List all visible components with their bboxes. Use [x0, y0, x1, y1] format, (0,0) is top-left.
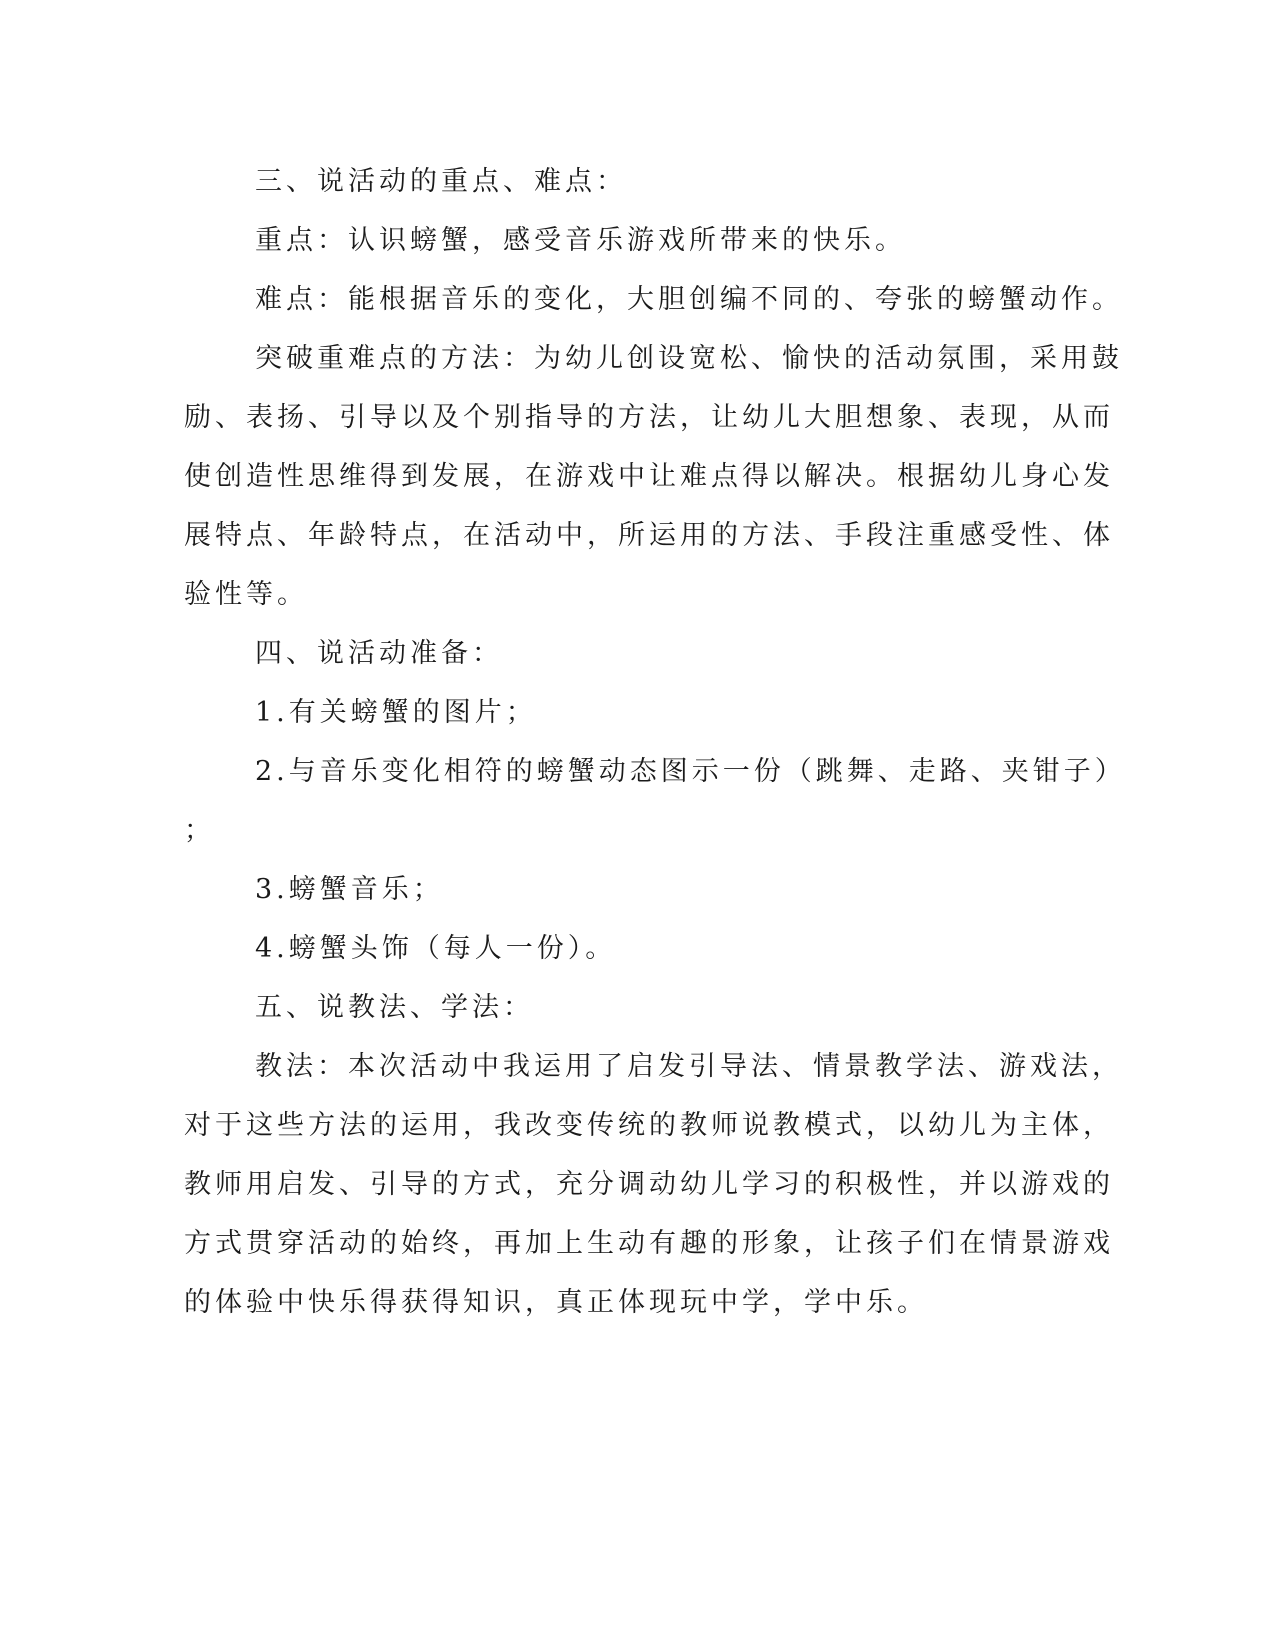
list-item-1: 1.有关螃蟹的图片； — [255, 697, 537, 728]
section-heading-teaching-methods: 五、说教法、学法： — [255, 992, 534, 1023]
section-heading-preparation: 四、说活动准备： — [255, 638, 503, 669]
paragraph-teaching-line-4: 方式贯穿活动的始终，再加上生动有趣的形象，让孩子们在情景游戏 — [184, 1228, 1114, 1259]
section-heading-key-points: 三、说活动的重点、难点： — [255, 166, 627, 197]
paragraph-key-point: 重点：认识螃蟹，感受音乐游戏所带来的快乐。 — [255, 225, 906, 256]
list-item-2: 2.与音乐变化相符的螃蟹动态图示一份（跳舞、走路、夹钳子） — [255, 756, 1126, 787]
paragraph-difficulty: 难点：能根据音乐的变化，大胆创编不同的、夸张的螃蟹动作。 — [255, 284, 1123, 315]
paragraph-method-line-3: 使创造性思维得到发展，在游戏中让难点得以解决。根据幼儿身心发 — [184, 461, 1114, 492]
paragraph-teaching-line-5: 的体验中快乐得获得知识，真正体现玩中学，学中乐。 — [184, 1287, 928, 1318]
paragraph-teaching-line-1: 教法：本次活动中我运用了启发引导法、情景教学法、游戏法， — [255, 1051, 1123, 1082]
list-item-3: 3.螃蟹音乐； — [255, 874, 444, 905]
paragraph-method-line-1: 突破重难点的方法：为幼儿创设宽松、愉快的活动氛围，采用鼓 — [255, 343, 1123, 374]
paragraph-method-line-2: 励、表扬、引导以及个别指导的方法，让幼儿大胆想象、表现，从而 — [184, 402, 1114, 433]
paragraph-teaching-line-2: 对于这些方法的运用，我改变传统的教师说教模式，以幼儿为主体， — [184, 1110, 1114, 1141]
paragraph-method-line-4: 展特点、年龄特点，在活动中，所运用的方法、手段注重感受性、体 — [184, 520, 1114, 551]
list-item-2-continuation: ； — [184, 815, 215, 846]
paragraph-teaching-line-3: 教师用启发、引导的方式，充分调动幼儿学习的积极性，并以游戏的 — [184, 1169, 1114, 1200]
list-item-4: 4.螃蟹头饰（每人一份）。 — [255, 933, 617, 964]
paragraph-method-line-5: 验性等。 — [184, 579, 308, 610]
